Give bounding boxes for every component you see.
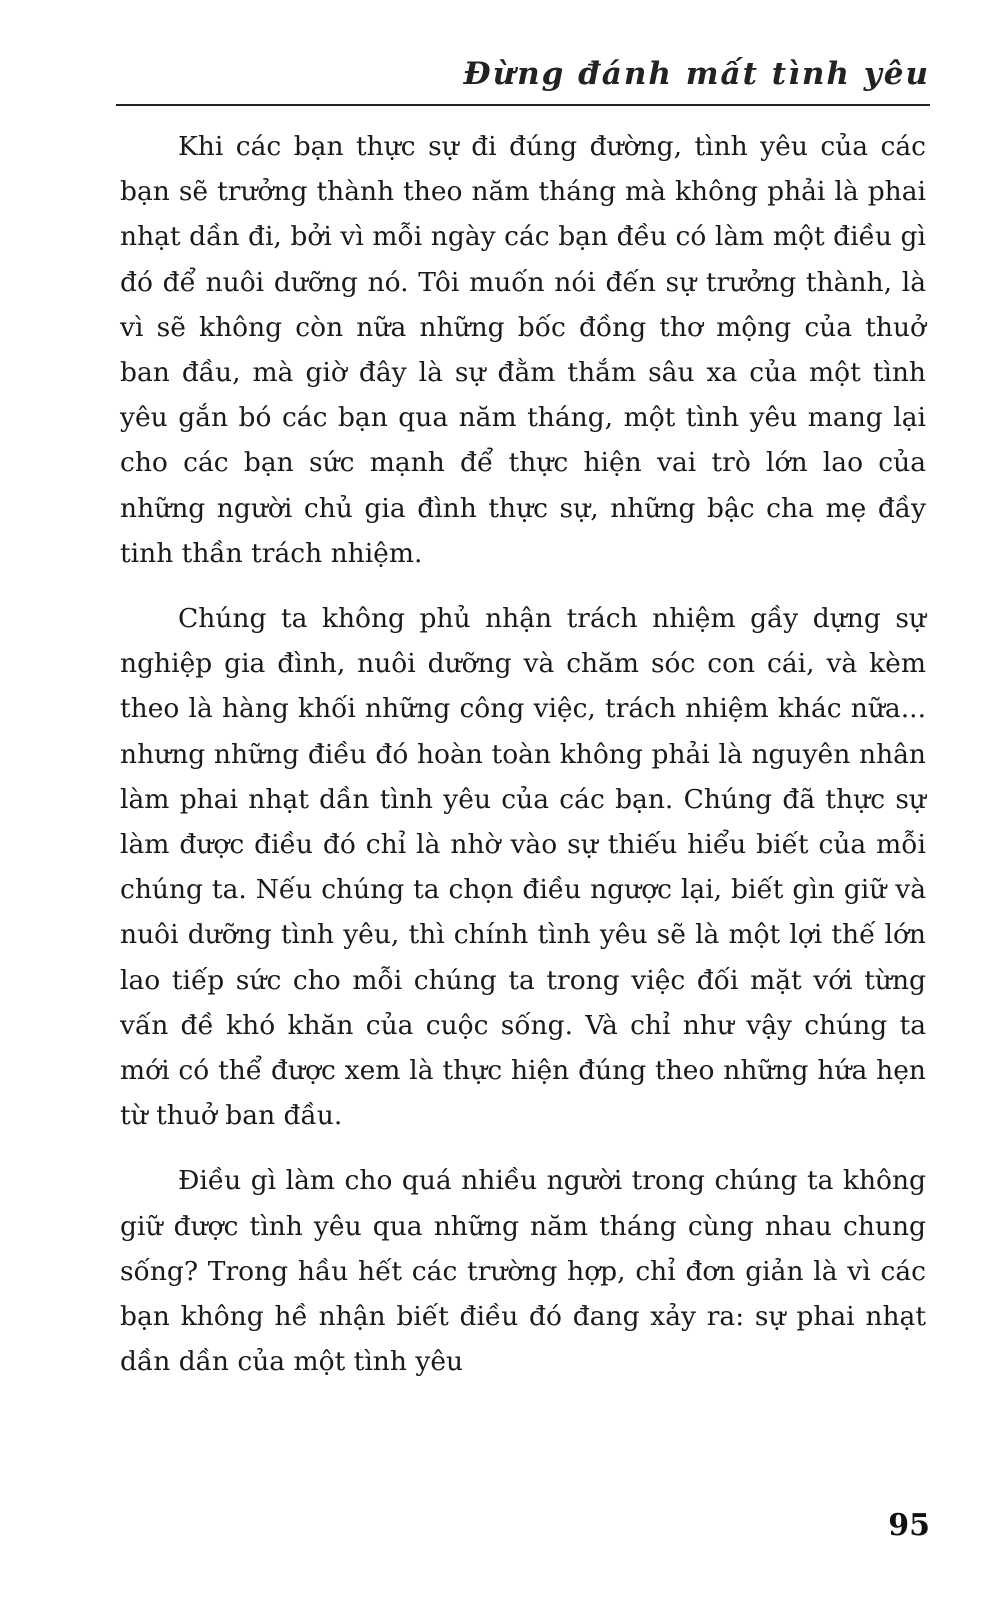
book-body-text bbox=[120, 124, 926, 1404]
running-head bbox=[116, 52, 930, 106]
paragraph: Điều gì làm cho quá nhiều người trong chúng ta không giữ được tình yêu qua những năm tháng cùng nhau chung sống? Trong hầu hết các trường hợp, chỉ đơn giản là vì các bạn không hề nhận biết điều đó đang xảy ra: sự phai nhạt dần dần của một tình yêu bbox=[120, 1165, 926, 1378]
paragraph: Chúng ta không phủ nhận trách nhiệm gầy dựng sự nghiệp gia đình, nuôi dưỡng và chăm sóc con cái, và kèm theo là hàng khối những công việc, trách nhiệm khác nữa... nhưng những điều đó hoàn toàn không phải là nguyên nhân làm phai nhạt dần tình yêu của các bạn. Chúng đã thực sự làm được điều đó chỉ là nhờ vào sự thiếu hiểu biết của mỗi chúng ta. Nếu chúng ta chọn điều ngược lại, biết gìn giữ và nuôi dưỡng tình yêu, thì chính tình yêu sẽ là một lợi thế lớn lao tiếp sức cho mỗi chúng ta trong việc đối mặt với từng vấn đề khó khăn của cuộc sống. Và chỉ như vậy chúng ta mới có thể được xem là thực hiện đúng theo những hứa hẹn từ thuở ban đầu. bbox=[120, 603, 926, 1132]
paragraph: Khi các bạn thực sự đi đúng đường, tình yêu của các bạn sẽ trưởng thành theo năm tháng mà không phải là phai nhạt dần đi, bởi vì mỗi ngày các bạn đều có làm một điều gì đó để nuôi dưỡng nó. Tôi muốn nói đến sự trưởng thành, là vì sẽ không còn nữa những bốc đồng thơ mộng của thuở ban đầu, mà giờ đây là sự đằm thắm sâu xa của một tình yêu gắn bó các bạn qua năm tháng, một tình yêu mang lại cho các bạn sức mạnh để thực hiện vai trò lớn lao của những người chủ gia đình thực sự, những bậc cha mẹ đầy tinh thần trách nhiệm. bbox=[120, 131, 926, 569]
page-number: 95 bbox=[888, 1508, 930, 1543]
running-title: Đừng đánh mất tình yêu bbox=[463, 56, 930, 92]
